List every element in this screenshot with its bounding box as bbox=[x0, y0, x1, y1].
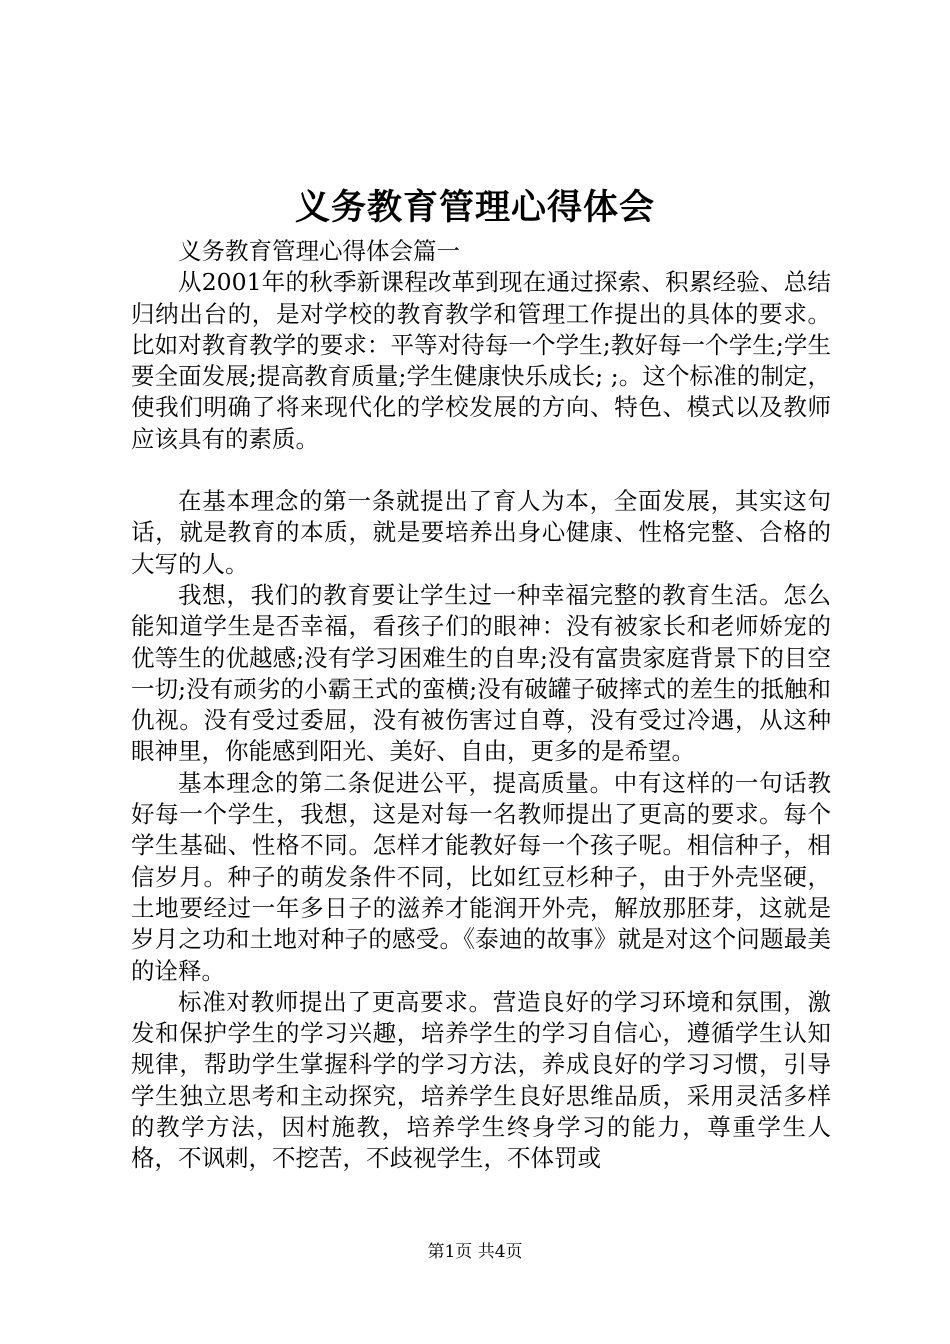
body-paragraph: 在基本理念的第一条就提出了育人为本，全面发展，其实这句话，就是教育的本质，就是要培养出身心健康、性格完整、合格的大写的人。 bbox=[131, 487, 831, 578]
body-paragraph: 基本理念的第二条促进公平，提高质量。中有这样的一句话教好每一个学生，我想，这是对每一名教师提出了更高的要求。每个学生基础、性格不同。怎样才能教好每一个孩子呢。相信种子，相信岁月。种子的萌发条件不同，比如红豆杉种子，由于外壳坚硬，土地要经过一年多日子的滋养才能润开外壳，解放那胚芽，这就是岁月之功和土地对种子的感受。《泰迪的故事》就是对这个问题最美的诠释。 bbox=[131, 768, 831, 985]
page-number-footer: 第1页 共4页 bbox=[427, 1242, 523, 1262]
document-title: 义务教育管理心得体会 bbox=[294, 187, 655, 228]
body-paragraph: 标准对教师提出了更高要求。营造良好的学习环境和氛围，激发和保护学生的学习兴趣，培养学生的学习自信心，遵循学生认知规律，帮助学生掌握科学的学习方法，养成良好的学习习惯，引导学生独立思考和主动探究，培养学生良好思维品质，采用灵活多样的教学方法，因村施教，培养学生终身学习的能力，尊重学生人格，不讽刺，不挖苦，不歧视学生，不体罚或 bbox=[131, 987, 831, 1173]
body-paragraph: 从2001年的秋季新课程改革到现在通过探索、积累经验、总结归纳出台的，是对学校的教育教学和管理工作提出的具体的要求。比如对教育教学的要求：平等对待每一个学生;教好每一个学生;学生要全面发展;提高教育质量;学生健康快乐成长; ;。这个标准的制定，使我们明确了将来现代化的学校发展的方向、特色、模式以及教师应该具有的素质。 bbox=[131, 268, 831, 453]
body-paragraph: 我想，我们的教育要让学生过一种幸福完整的教育生活。怎么能知道学生是否幸福，看孩子们的眼神：没有被家长和老师娇宠的优等生的优越感;没有学习困难生的自卑;没有富贵家庭背景下的目空一切;没有顽劣的小霸王式的蛮横;没有破罐子破摔式的差生的抵触和仇视。没有受过委屈，没有被伤害过自尊，没有受过冷遇，从这种眼神里，你能感到阳光、美好、自由，更多的是希望。 bbox=[131, 580, 831, 766]
document-body bbox=[131, 236, 831, 1175]
section-heading: 义务教育管理心得体会篇一 bbox=[178, 237, 460, 265]
